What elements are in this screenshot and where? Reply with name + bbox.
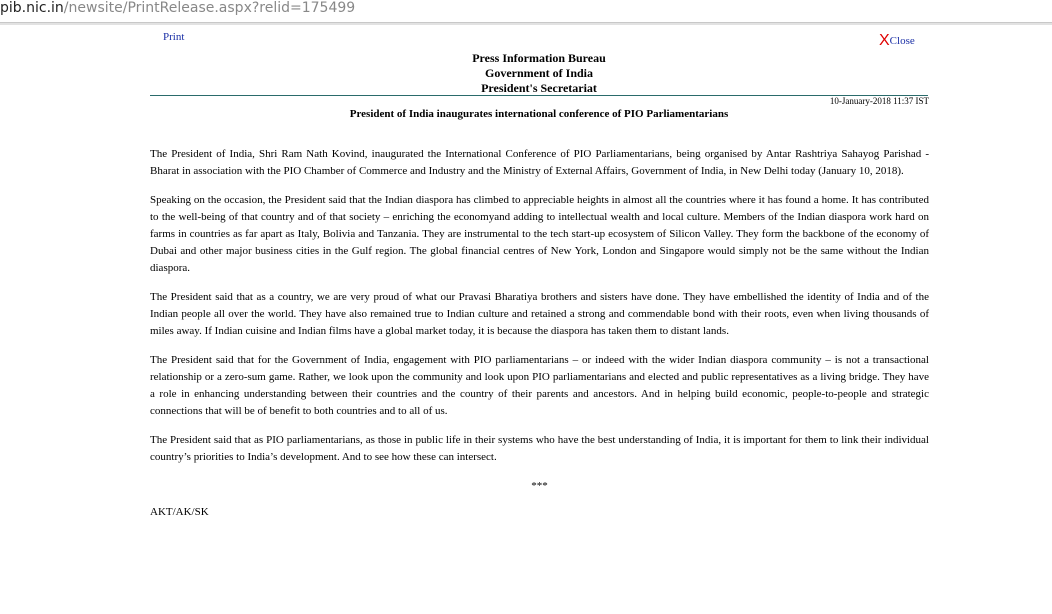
release-datetime: 10-January-2018 11:37 IST (829, 96, 929, 106)
url-host: pib.nic.in (0, 0, 64, 16)
release-body (150, 146, 929, 495)
header-bureau: Press Information Bureau (472, 51, 606, 65)
paragraph-3: The President said that as a country, we are very proud of what our Pravasi Bharatiya brothers and sisters have done. They have embellished the identity of India and of the Indian people all over the world. They have also remained true to Indian culture and retained a strong and commendable bond with their roots, even when living thousands of miles away. If Indian cuisine and Indian films have a global market today, it is because the diaspora has taken them to distant lands. (150, 291, 929, 337)
address-bar[interactable] (0, 0, 1052, 23)
paragraph-1: The President of India, Shri Ram Nath Kovind, inaugurated the International Conference of PIO Parliamentarians, being organised by Antar Rashtriya Sahayog Parishad - Bharat in association with the PIO Chamber of Commerce and Industry and the Ministry of External Affairs, Government of India, in New Delhi today (January 10, 2018). (150, 148, 929, 177)
print-link[interactable]: Print (163, 31, 185, 43)
separator-stars: *** (531, 480, 548, 492)
close-link[interactable] (879, 32, 915, 50)
page-header (150, 51, 928, 96)
close-icon: X (879, 32, 890, 49)
url-path: /newsite/PrintRelease.aspx?relid=175499 (63, 0, 356, 16)
paragraph-4: The President said that for the Government of India, engagement with PIO parliamentarians – or indeed with the wider Indian diaspora community – is not a transactional relationship or a zero-sum game. Rather, we look upon the community and look upon PIO parliamentarians and elected and public representatives as a living bridge. They have a role in enhancing understanding between their countries and the country of their parents and ancestors. And in helping build economic, people-to-people and strategic connections that will be of benefit to both countries and to all of us. (150, 354, 929, 417)
header-government: Government of India (485, 66, 593, 80)
header-secretariat: President's Secretariat (481, 81, 597, 95)
release-title: President of India inaugurates international conference of PIO Parliamentarians (349, 108, 729, 120)
close-label: Close (889, 35, 915, 47)
address-bar-divider (0, 23, 1052, 25)
paragraph-2: Speaking on the occasion, the President said that the Indian diaspora has climbed to appreciable heights in almost all the countries where it has found a home. It has contributed to the well-being of that country and of that society – enriching the economyand adding to intellectual wealth and local culture. Members of the Indian diaspora work hard on farms in countries as far apart as Italy, Bolivia and Tanzania. They are instrumental to the tech start-up ecosystem of Silicon Valley. They form the backbone of the economy of Dubai and other major business cities in the Gulf region. The global financial centres of New York, London and Singapore would simply not be the same without the Indian diaspora. (150, 194, 929, 274)
paragraph-5: The President said that as PIO parliamentarians, as those in public life in their systems who have the best understanding of India, it is important for them to link their individual country’s priorities to India’s development. And to see how these can intersect. (150, 434, 929, 463)
signature-initials: AKT/AK/SK (150, 506, 209, 518)
